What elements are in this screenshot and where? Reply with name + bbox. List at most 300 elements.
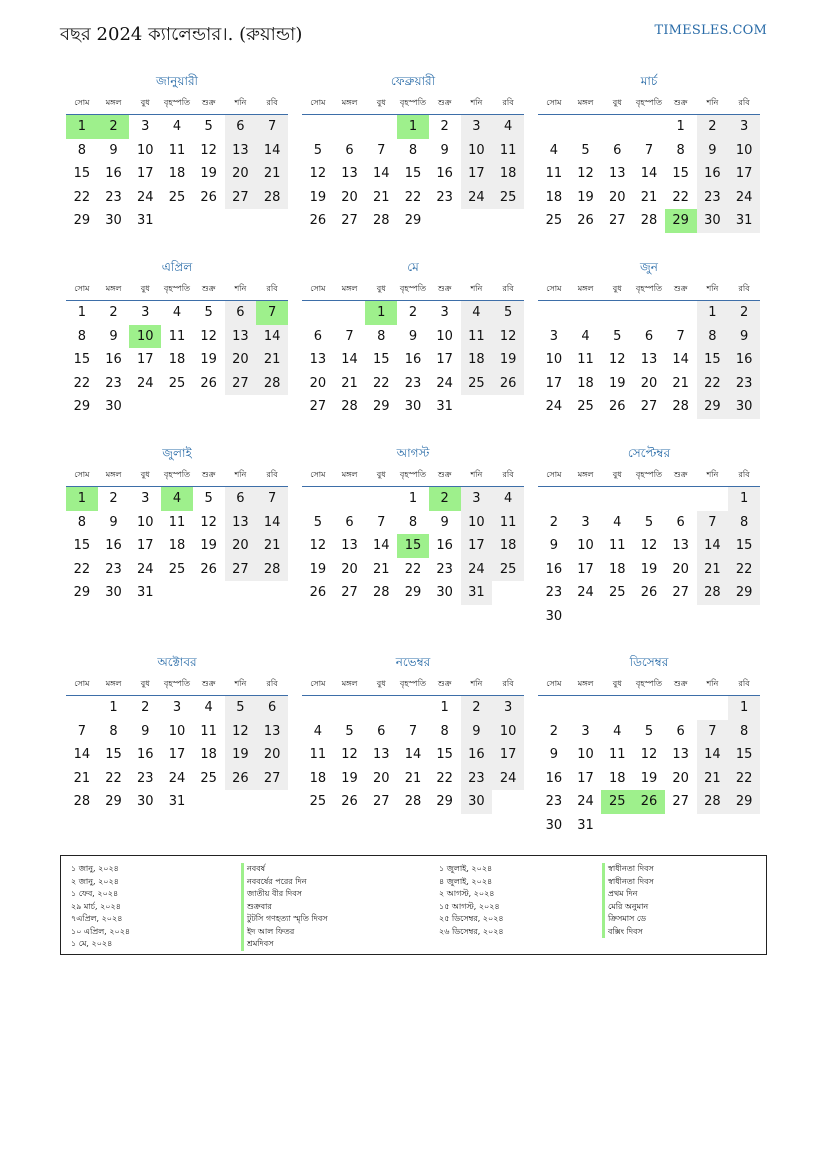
day-cell: 1 <box>408 491 418 507</box>
day-cell: 2 <box>440 119 449 135</box>
day-cell: 26 <box>200 375 217 391</box>
day-cell: 12 <box>640 538 658 554</box>
day-cell: 10 <box>461 139 493 163</box>
day-cell: 27 <box>256 767 288 791</box>
day-cell: 17 <box>577 770 594 786</box>
day-cell: 17 <box>136 166 154 182</box>
weekday-header: বৃহস্পতি <box>161 464 193 487</box>
empty-cell <box>256 581 288 605</box>
day-cell: 19 <box>200 538 217 554</box>
day-cell: 7 <box>256 487 288 511</box>
day-cell: 17 <box>461 162 493 186</box>
day-cell: 17 <box>492 743 524 767</box>
day-cell: 2 <box>408 305 418 321</box>
weekday-header: শনি <box>697 278 729 301</box>
weekday-header: মঙ্গল <box>98 673 130 696</box>
weekday-header: সোম <box>66 464 98 487</box>
day-cell: 12 <box>200 328 217 344</box>
day-cell: 26 <box>341 794 358 810</box>
day-cell: 25 <box>168 189 186 205</box>
day-cell: 20 <box>225 162 257 186</box>
month-name: এপ্রিল <box>161 260 193 274</box>
day-cell: 10 <box>577 747 594 763</box>
day-cell: 19 <box>608 375 626 391</box>
weekday-header: বুধ <box>601 92 633 115</box>
day-cell: 30 <box>728 395 760 419</box>
day-cell: 15 <box>728 743 760 767</box>
day-cell: 23 <box>105 561 122 577</box>
day-cell: 15 <box>73 166 91 182</box>
day-cell: 2 <box>109 491 118 507</box>
day-cell: 24 <box>577 794 594 810</box>
weekday-header: বৃহস্পতি <box>397 464 429 487</box>
weekday-header: শুক্র <box>665 464 697 487</box>
day-cell: 2 <box>109 305 118 321</box>
day-cell: 21 <box>73 770 91 786</box>
weekday-header: বুধ <box>129 278 161 301</box>
day-cell: 12 <box>200 142 217 158</box>
empty-cell <box>161 581 193 605</box>
day-cell: 22 <box>728 558 760 582</box>
day-cell: 20 <box>225 534 257 558</box>
day-cell: 16 <box>105 352 122 368</box>
day-cell: 10 <box>436 328 453 344</box>
day-cell: 11 <box>577 352 594 368</box>
weekday-header: সোম <box>538 673 570 696</box>
day-cell: 12 <box>225 720 257 744</box>
day-cell: 14 <box>372 538 390 554</box>
empty-cell <box>225 209 257 233</box>
day-cell: 27 <box>672 585 689 601</box>
day-cell: 11 <box>492 511 524 535</box>
day-cell: 21 <box>256 534 288 558</box>
day-cell: 24 <box>136 375 154 391</box>
weekday-header: রবি <box>728 464 760 487</box>
weekday-header: শনি <box>461 92 493 115</box>
weekday-header: শনি <box>225 673 257 696</box>
empty-cell <box>633 487 665 511</box>
day-cell: 29 <box>665 209 697 233</box>
day-cell: 10 <box>129 325 161 349</box>
day-cell: 22 <box>73 189 91 205</box>
day-cell: 2 <box>697 115 729 139</box>
day-cell: 9 <box>440 514 449 530</box>
empty-cell <box>66 696 98 720</box>
brand-link[interactable]: TIMESLES.COM <box>654 23 767 38</box>
weekday-header: মঙ্গল <box>98 92 130 115</box>
day-cell: 22 <box>73 375 91 391</box>
day-cell: 5 <box>581 142 590 158</box>
day-cell: 13 <box>640 352 658 368</box>
empty-cell <box>538 487 570 511</box>
day-cell: 11 <box>309 747 327 763</box>
day-cell: 16 <box>697 162 729 186</box>
day-cell: 22 <box>697 372 729 396</box>
day-cell: 10 <box>545 352 563 368</box>
day-cell: 18 <box>200 747 217 763</box>
day-cell: 30 <box>105 213 122 229</box>
empty-cell <box>256 790 288 814</box>
day-cell: 14 <box>256 325 288 349</box>
day-cell: 14 <box>697 743 729 767</box>
day-cell: 21 <box>697 767 729 791</box>
day-cell: 17 <box>168 747 186 763</box>
day-cell: 4 <box>204 700 213 716</box>
day-cell: 28 <box>672 399 689 415</box>
weekday-header: শুক্র <box>429 673 461 696</box>
weekday-header: বৃহস্পতি <box>633 278 665 301</box>
day-cell: 6 <box>256 696 288 720</box>
day-cell: 18 <box>461 348 493 372</box>
legend-holiday-name: স্বাধীনতা দিবস <box>602 863 654 876</box>
day-cell: 6 <box>345 514 354 530</box>
month-name: জুন <box>640 260 658 274</box>
day-cell: 28 <box>697 581 729 605</box>
day-cell: 24 <box>136 189 154 205</box>
empty-cell <box>601 696 633 720</box>
empty-cell <box>225 790 257 814</box>
day-cell: 3 <box>581 723 590 739</box>
month-4 <box>66 258 288 419</box>
day-cell: 23 <box>461 767 493 791</box>
day-cell: 10 <box>728 139 760 163</box>
day-cell: 22 <box>404 189 422 205</box>
day-cell: 10 <box>168 723 186 739</box>
day-cell: 9 <box>440 142 449 158</box>
month-3 <box>538 72 760 233</box>
empty-cell <box>570 487 602 511</box>
day-cell: 6 <box>225 487 257 511</box>
day-cell: 26 <box>640 585 658 601</box>
day-cell: 7 <box>697 720 729 744</box>
day-cell: 27 <box>672 794 689 810</box>
empty-cell <box>365 487 397 511</box>
weekday-header: সোম <box>302 92 334 115</box>
day-cell: 29 <box>404 213 422 229</box>
day-cell: 8 <box>77 328 86 344</box>
legend-date: ১০ এপ্রিল, ২০২৪ <box>71 926 131 936</box>
empty-cell <box>225 581 257 605</box>
day-cell: 7 <box>377 142 386 158</box>
day-cell: 29 <box>728 581 760 605</box>
empty-cell <box>334 115 366 139</box>
day-cell: 17 <box>728 162 760 186</box>
day-cell: 5 <box>204 305 213 321</box>
day-cell: 24 <box>168 770 186 786</box>
month-name: নভেম্বর <box>395 655 431 669</box>
empty-cell <box>633 115 665 139</box>
legend-holiday-name: ইদ আল ফিতর <box>241 926 328 939</box>
legend-date: ১৫ আগস্ট, ২০২৪ <box>439 901 500 911</box>
legend-holiday-name: নববর্ষের পরের দিন <box>241 876 328 889</box>
day-cell: 29 <box>697 395 729 419</box>
day-cell: 21 <box>256 162 288 186</box>
weekday-header: রবি <box>492 92 524 115</box>
legend-date: ২৯ মার্চ, ২০২৪ <box>71 901 121 911</box>
day-cell: 20 <box>341 561 358 577</box>
day-cell: 21 <box>640 189 658 205</box>
day-cell: 7 <box>377 514 386 530</box>
legend-right-names <box>602 863 654 938</box>
weekday-header: বৃহস্পতি <box>397 92 429 115</box>
day-cell: 19 <box>200 166 217 182</box>
day-cell: 15 <box>672 166 689 182</box>
day-cell: 12 <box>577 166 594 182</box>
day-cell: 18 <box>168 352 186 368</box>
day-cell: 28 <box>256 372 288 396</box>
day-cell: 27 <box>640 399 658 415</box>
day-cell: 23 <box>436 561 453 577</box>
day-cell: 25 <box>492 186 524 210</box>
month-10 <box>66 653 288 814</box>
day-cell: 17 <box>545 375 563 391</box>
day-cell: 26 <box>492 372 524 396</box>
weekday-header: বুধ <box>365 92 397 115</box>
day-cell: 20 <box>608 189 626 205</box>
day-cell: 2 <box>141 700 150 716</box>
empty-cell <box>302 301 334 325</box>
day-cell: 7 <box>408 723 418 739</box>
legend-date: ৭এপ্রিল, ২০২৪ <box>71 914 123 923</box>
day-cell: 19 <box>640 770 658 786</box>
empty-cell <box>728 814 760 838</box>
empty-cell <box>225 395 257 419</box>
day-cell: 13 <box>225 139 257 163</box>
legend-holiday-name: বক্সিং দিবস <box>602 926 654 939</box>
day-cell: 3 <box>141 119 150 135</box>
day-cell: 1 <box>365 301 397 325</box>
weekday-header: সোম <box>302 464 334 487</box>
empty-cell <box>334 696 366 720</box>
day-cell: 12 <box>200 514 217 530</box>
empty-cell <box>302 487 334 511</box>
day-cell: 11 <box>608 747 626 763</box>
day-cell: 22 <box>404 561 422 577</box>
day-cell: 13 <box>672 747 689 763</box>
empty-cell <box>365 115 397 139</box>
day-cell: 10 <box>136 514 154 530</box>
day-cell: 4 <box>161 487 193 511</box>
day-cell: 4 <box>549 142 558 158</box>
day-cell: 23 <box>545 585 563 601</box>
day-cell: 28 <box>341 399 358 415</box>
day-cell: 2 <box>549 514 558 530</box>
day-cell: 30 <box>436 585 453 601</box>
day-cell: 21 <box>256 348 288 372</box>
legend-date: ১ জানু, ২০২৪ <box>71 864 119 873</box>
empty-cell <box>728 605 760 629</box>
day-cell: 13 <box>372 747 390 763</box>
day-cell: 12 <box>608 352 626 368</box>
day-cell: 19 <box>492 348 524 372</box>
day-cell: 6 <box>676 723 685 739</box>
day-cell: 24 <box>461 186 493 210</box>
legend-holiday-name: ক্রিসমাস ডে <box>602 913 654 926</box>
empty-cell <box>601 115 633 139</box>
holiday-legend <box>60 855 767 955</box>
day-cell: 23 <box>105 375 122 391</box>
day-cell: 11 <box>545 166 563 182</box>
day-cell: 8 <box>728 511 760 535</box>
weekday-header: মঙ্গল <box>334 673 366 696</box>
weekday-header: বৃহস্পতি <box>633 464 665 487</box>
day-cell: 5 <box>644 723 654 739</box>
day-cell: 25 <box>168 375 186 391</box>
day-cell: 14 <box>73 747 91 763</box>
empty-cell <box>665 605 697 629</box>
day-cell: 1 <box>440 700 449 716</box>
day-cell: 24 <box>492 767 524 791</box>
empty-cell <box>570 115 602 139</box>
empty-cell <box>697 696 729 720</box>
day-cell: 17 <box>136 538 154 554</box>
month-name: জুলাই <box>162 446 192 460</box>
day-cell: 31 <box>577 817 594 833</box>
month-name: মে <box>407 260 419 274</box>
day-cell: 8 <box>408 142 418 158</box>
day-cell: 20 <box>225 348 257 372</box>
day-cell: 28 <box>640 213 658 229</box>
day-cell: 4 <box>313 723 322 739</box>
weekday-header: বুধ <box>601 278 633 301</box>
day-cell: 5 <box>345 723 354 739</box>
day-cell: 15 <box>73 352 91 368</box>
weekday-header: শুক্র <box>665 92 697 115</box>
day-cell: 16 <box>105 538 122 554</box>
legend-holiday-name: মেরি অনুমান <box>602 901 654 914</box>
day-cell: 13 <box>225 325 257 349</box>
day-cell: 22 <box>73 561 91 577</box>
day-cell: 11 <box>168 142 186 158</box>
empty-cell <box>570 696 602 720</box>
day-cell: 4 <box>581 328 590 344</box>
day-cell: 18 <box>608 770 626 786</box>
day-cell: 27 <box>225 558 257 582</box>
day-cell: 3 <box>492 696 524 720</box>
day-cell: 9 <box>461 720 493 744</box>
day-cell: 20 <box>372 770 390 786</box>
day-cell: 11 <box>168 514 186 530</box>
day-cell: 7 <box>676 328 685 344</box>
weekday-header: রবি <box>256 92 288 115</box>
weekday-header: বুধ <box>129 673 161 696</box>
empty-cell <box>129 395 161 419</box>
day-cell: 29 <box>372 399 390 415</box>
legend-date: ১ জুলাই, ২০২৪ <box>439 864 493 873</box>
empty-cell <box>161 395 193 419</box>
day-cell: 25 <box>545 213 563 229</box>
weekday-header: শুক্র <box>193 464 225 487</box>
day-cell: 11 <box>168 328 186 344</box>
empty-cell <box>492 395 524 419</box>
day-cell: 16 <box>136 747 154 763</box>
day-cell: 8 <box>408 514 418 530</box>
day-cell: 12 <box>640 747 658 763</box>
month-8 <box>302 444 524 605</box>
day-cell: 14 <box>341 352 358 368</box>
weekday-header: শনি <box>697 464 729 487</box>
day-cell: 28 <box>256 186 288 210</box>
weekday-header: সোম <box>538 464 570 487</box>
day-cell: 2 <box>429 487 461 511</box>
day-cell: 4 <box>613 514 622 530</box>
empty-cell <box>570 605 602 629</box>
empty-cell <box>397 696 429 720</box>
day-cell: 24 <box>461 558 493 582</box>
day-cell: 30 <box>461 790 493 814</box>
day-cell: 26 <box>225 767 257 791</box>
month-6 <box>538 258 760 419</box>
month-5 <box>302 258 524 419</box>
weekday-header: বুধ <box>601 673 633 696</box>
day-cell: 7 <box>77 723 86 739</box>
day-cell: 21 <box>372 561 390 577</box>
day-cell: 3 <box>440 305 449 321</box>
empty-cell <box>365 696 397 720</box>
day-cell: 4 <box>613 723 622 739</box>
empty-cell <box>665 696 697 720</box>
day-cell: 3 <box>461 115 493 139</box>
month-12 <box>538 653 760 837</box>
legend-left-names <box>241 863 328 951</box>
day-cell: 29 <box>436 794 453 810</box>
day-cell: 18 <box>577 375 594 391</box>
day-cell: 26 <box>633 790 665 814</box>
day-cell: 6 <box>345 142 354 158</box>
legend-holiday-name: প্রথম দিন <box>602 888 654 901</box>
empty-cell <box>665 814 697 838</box>
weekday-header: মঙ্গল <box>570 464 602 487</box>
day-cell: 4 <box>492 487 524 511</box>
day-cell: 4 <box>172 119 182 135</box>
day-cell: 5 <box>313 142 322 158</box>
day-cell: 5 <box>644 514 654 530</box>
day-cell: 25 <box>608 585 626 601</box>
day-cell: 24 <box>436 375 453 391</box>
day-cell: 26 <box>200 189 217 205</box>
day-cell: 8 <box>728 720 760 744</box>
day-cell: 9 <box>549 747 558 763</box>
empty-cell <box>193 790 225 814</box>
legend-holiday-name: টুটসি গণহত্যা স্মৃতি দিবস <box>241 913 328 926</box>
day-cell: 19 <box>341 770 358 786</box>
weekday-header: মঙ্গল <box>98 278 130 301</box>
empty-cell <box>256 209 288 233</box>
weekday-header: রবি <box>256 278 288 301</box>
weekday-header: শনি <box>225 278 257 301</box>
weekday-header: বৃহস্পতি <box>161 92 193 115</box>
day-cell: 29 <box>105 794 122 810</box>
day-cell: 31 <box>136 585 154 601</box>
empty-cell <box>601 814 633 838</box>
legend-right-dates <box>439 863 504 938</box>
day-cell: 9 <box>697 139 729 163</box>
day-cell: 1 <box>66 487 98 511</box>
month-1 <box>66 72 288 233</box>
day-cell: 7 <box>345 328 354 344</box>
day-cell: 14 <box>640 166 658 182</box>
day-cell: 14 <box>256 511 288 535</box>
day-cell: 16 <box>436 166 453 182</box>
legend-holiday-name: জাতীয় বীর দিবস <box>241 888 328 901</box>
day-cell: 25 <box>601 790 633 814</box>
legend-date: ৪ জুলাই, ২০২৪ <box>439 876 493 886</box>
day-cell: 4 <box>492 115 524 139</box>
day-cell: 20 <box>341 189 358 205</box>
day-cell: 27 <box>341 213 358 229</box>
day-cell: 5 <box>613 328 622 344</box>
day-cell: 31 <box>136 213 154 229</box>
